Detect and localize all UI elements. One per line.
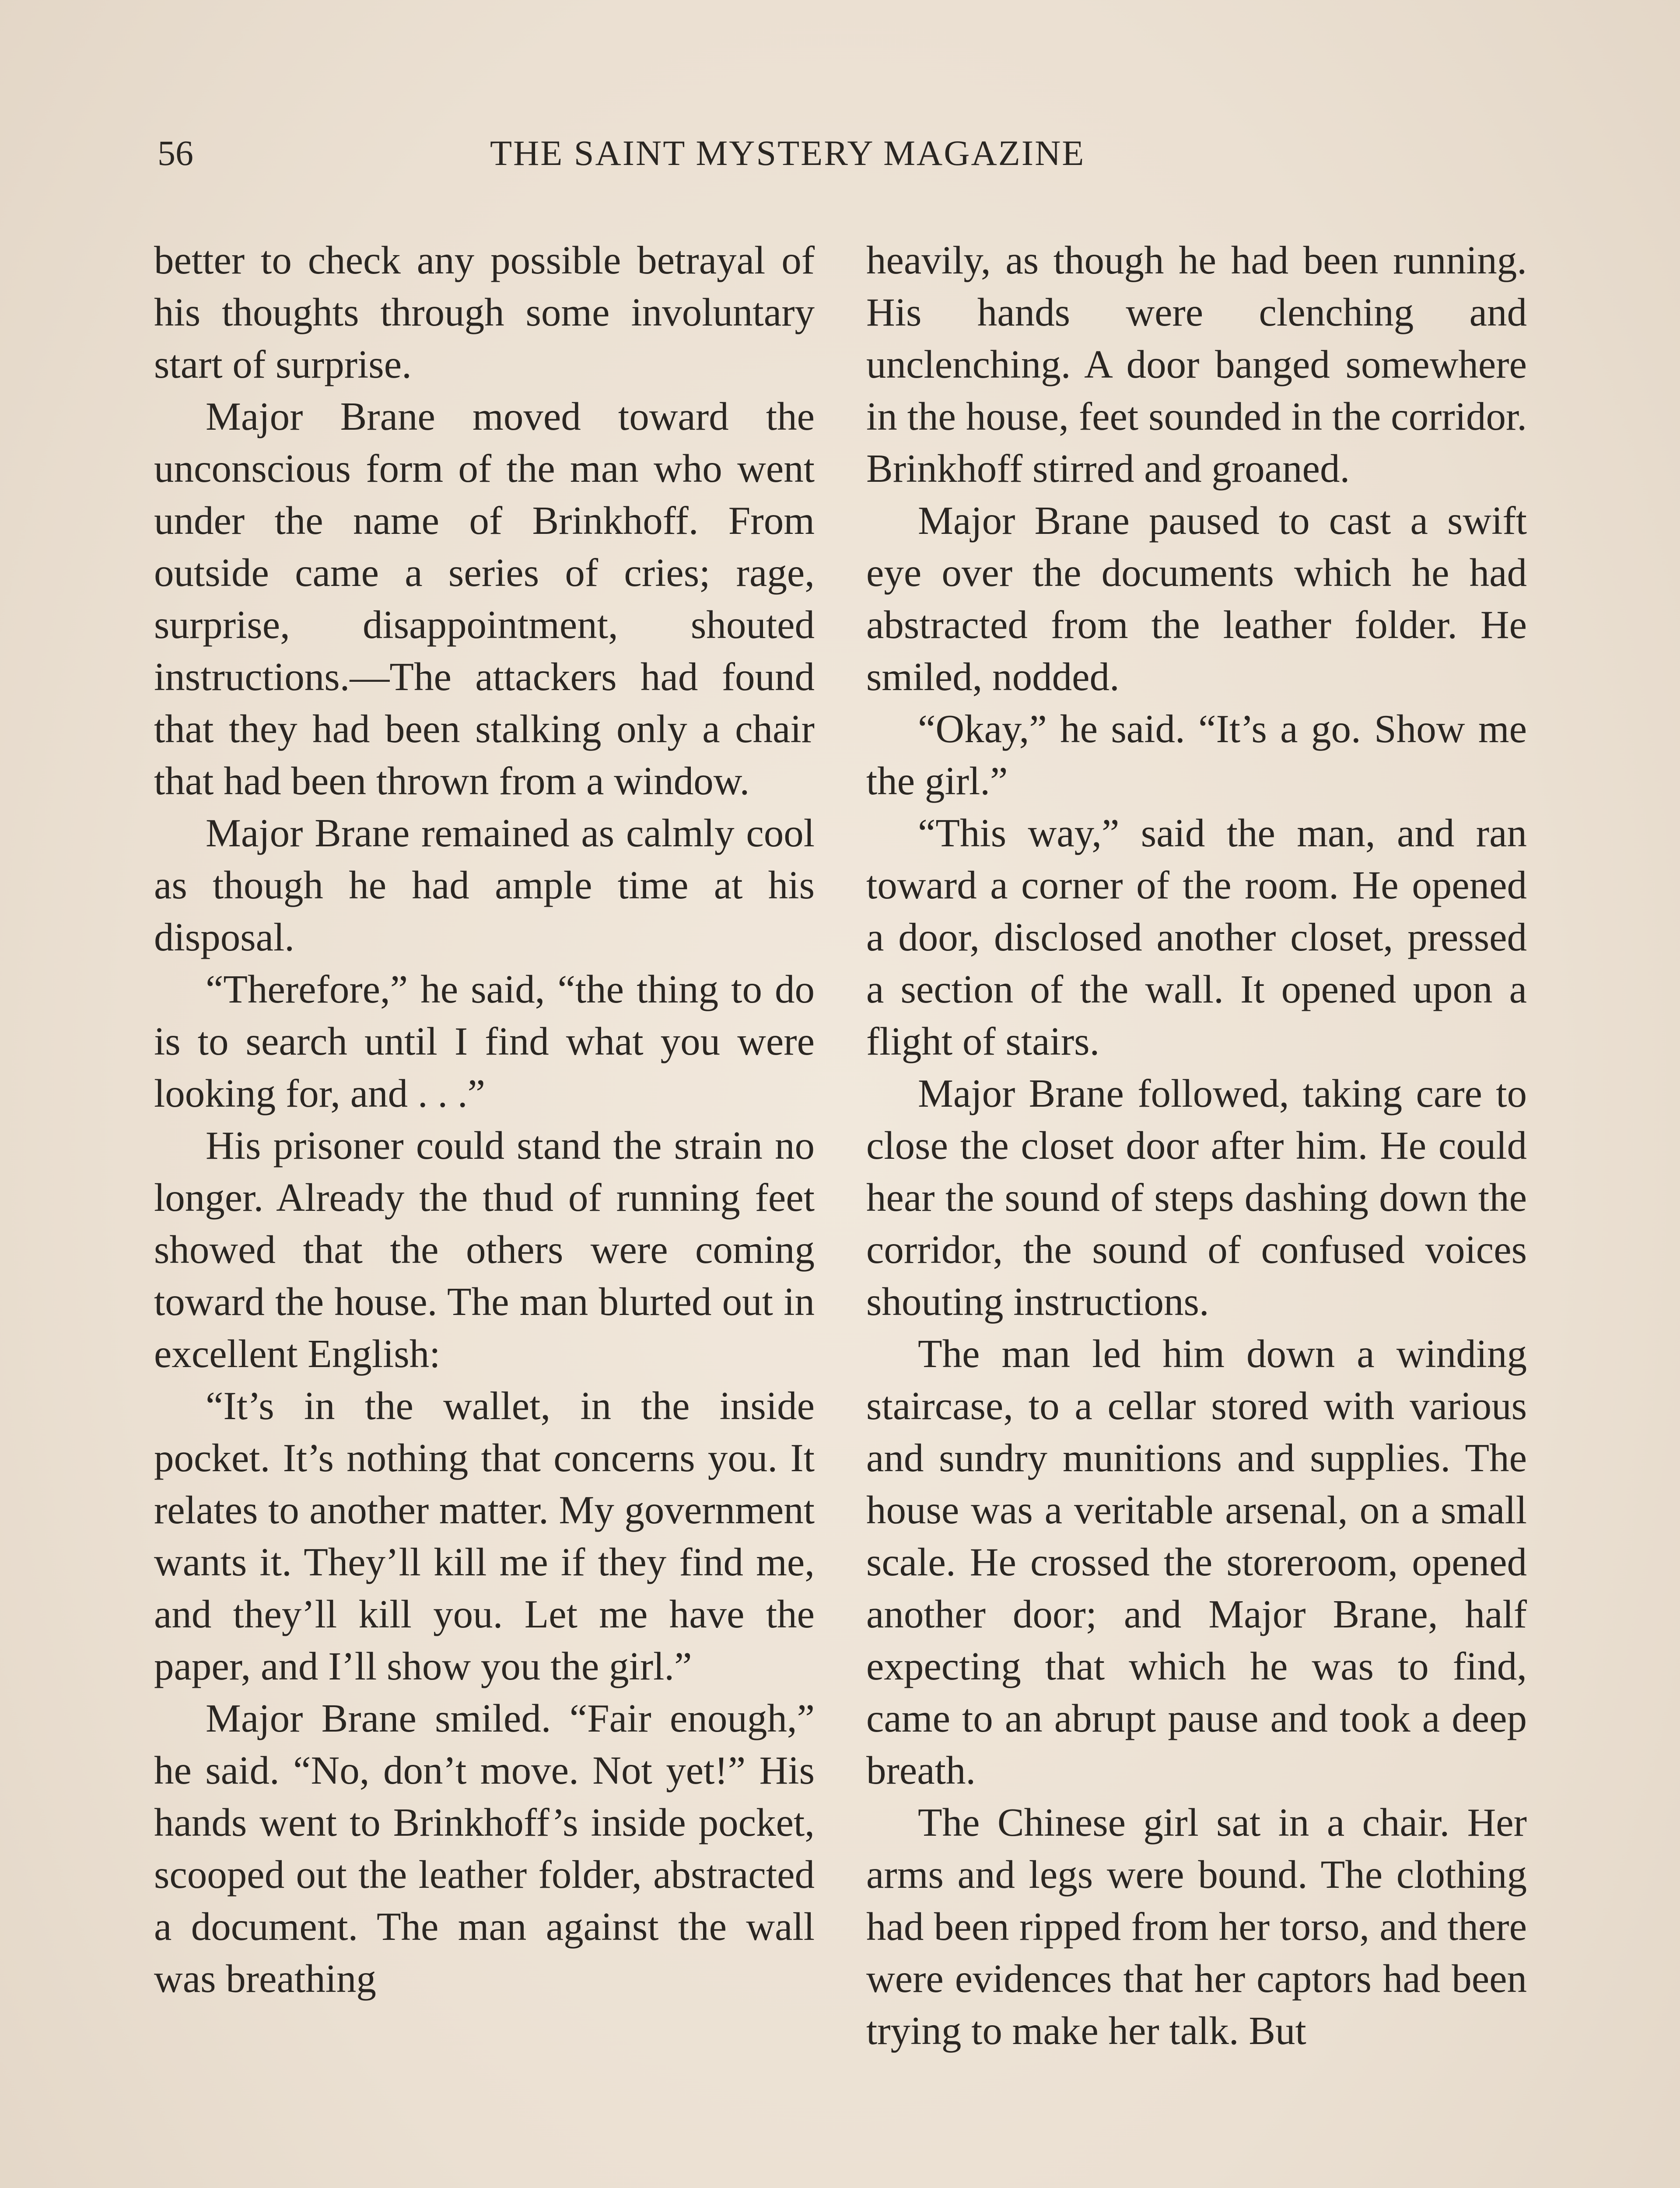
paragraph: “Okay,” he said. “It’s a go. Show me the girl.” <box>866 707 1527 803</box>
paragraph: The man led him down a winding staircase, to a cellar stored with various and sundry munitions and supplies. The house was a veritable arsenal, on a small scale. He crossed the storeroom, opened another door; and Major Brane, half expecting that which he was to find, came to an abrupt pause and took a deep breath. <box>866 1332 1527 1792</box>
paragraph: “This way,” said the man, and ran toward a corner of the room. He opened a door, disclosed another closet, pressed a section of the wall. It opened upon a flight of stairs. <box>866 811 1527 1063</box>
paragraph: heavily, as though he had been running. His hands were clenching and unclenching. A door banged somewhere in the house, feet sounded in the corridor. Brinkhoff stirred and groaned. <box>866 238 1527 491</box>
left-text-column <box>154 234 815 2005</box>
paragraph: The Chinese girl sat in a chair. Her arms and legs were bound. The clothing had been ripped from her torso, and there were evidences that her captors had been trying to make her talk. But <box>866 1800 1527 2053</box>
paragraph: Major Brane followed, taking care to close the closet door after him. He could hear the sound of steps dashing down the corridor, the sound of confused voices shouting instructions. <box>866 1071 1527 1324</box>
paragraph: Major Brane paused to cast a swift eye over the documents which he had abstracted from the leather folder. He smiled, nodded. <box>866 498 1527 699</box>
page-number: 56 <box>158 133 193 173</box>
paragraph: Major Brane moved toward the unconscious form of the man who went under the name of Brinkhoff. From outside came a series of cries; rage, surprise, disappointment, shouted instructions.—The attackers had found that they had been stalking only a chair that had been thrown from a window. <box>154 394 815 803</box>
paragraph: Major Brane remained as calmly cool as though he had ample time at his disposal. <box>154 811 815 959</box>
page-header <box>158 131 1238 184</box>
paragraph: “Therefore,” he said, “the thing to do is to search until I find what you were looking for, and . . .” <box>154 967 815 1115</box>
paragraph: better to check any possible betrayal of his thoughts through some involuntary start of surprise. <box>154 238 815 386</box>
running-title: THE SAINT MYSTERY MAGAZINE <box>490 133 1085 173</box>
paragraph: His prisoner could stand the strain no longer. Already the thud of running feet showed that the others were coming toward the house. The man blurted out in excellent English: <box>154 1123 815 1376</box>
paragraph: Major Brane smiled. “Fair enough,” he said. “No, don’t move. Not yet!” His hands went to Brinkhoff’s inside pocket, scooped out the leather folder, abstracted a document. The man against the wall was breathing <box>154 1696 815 2001</box>
paragraph: “It’s in the wallet, in the inside pocket. It’s nothing that concerns you. It relates to another matter. My government wants it. They’ll kill me if they find me, and they’ll kill you. Let me have the paper, and I’ll show you the girl.” <box>154 1384 815 1688</box>
right-text-column <box>866 234 1527 2057</box>
